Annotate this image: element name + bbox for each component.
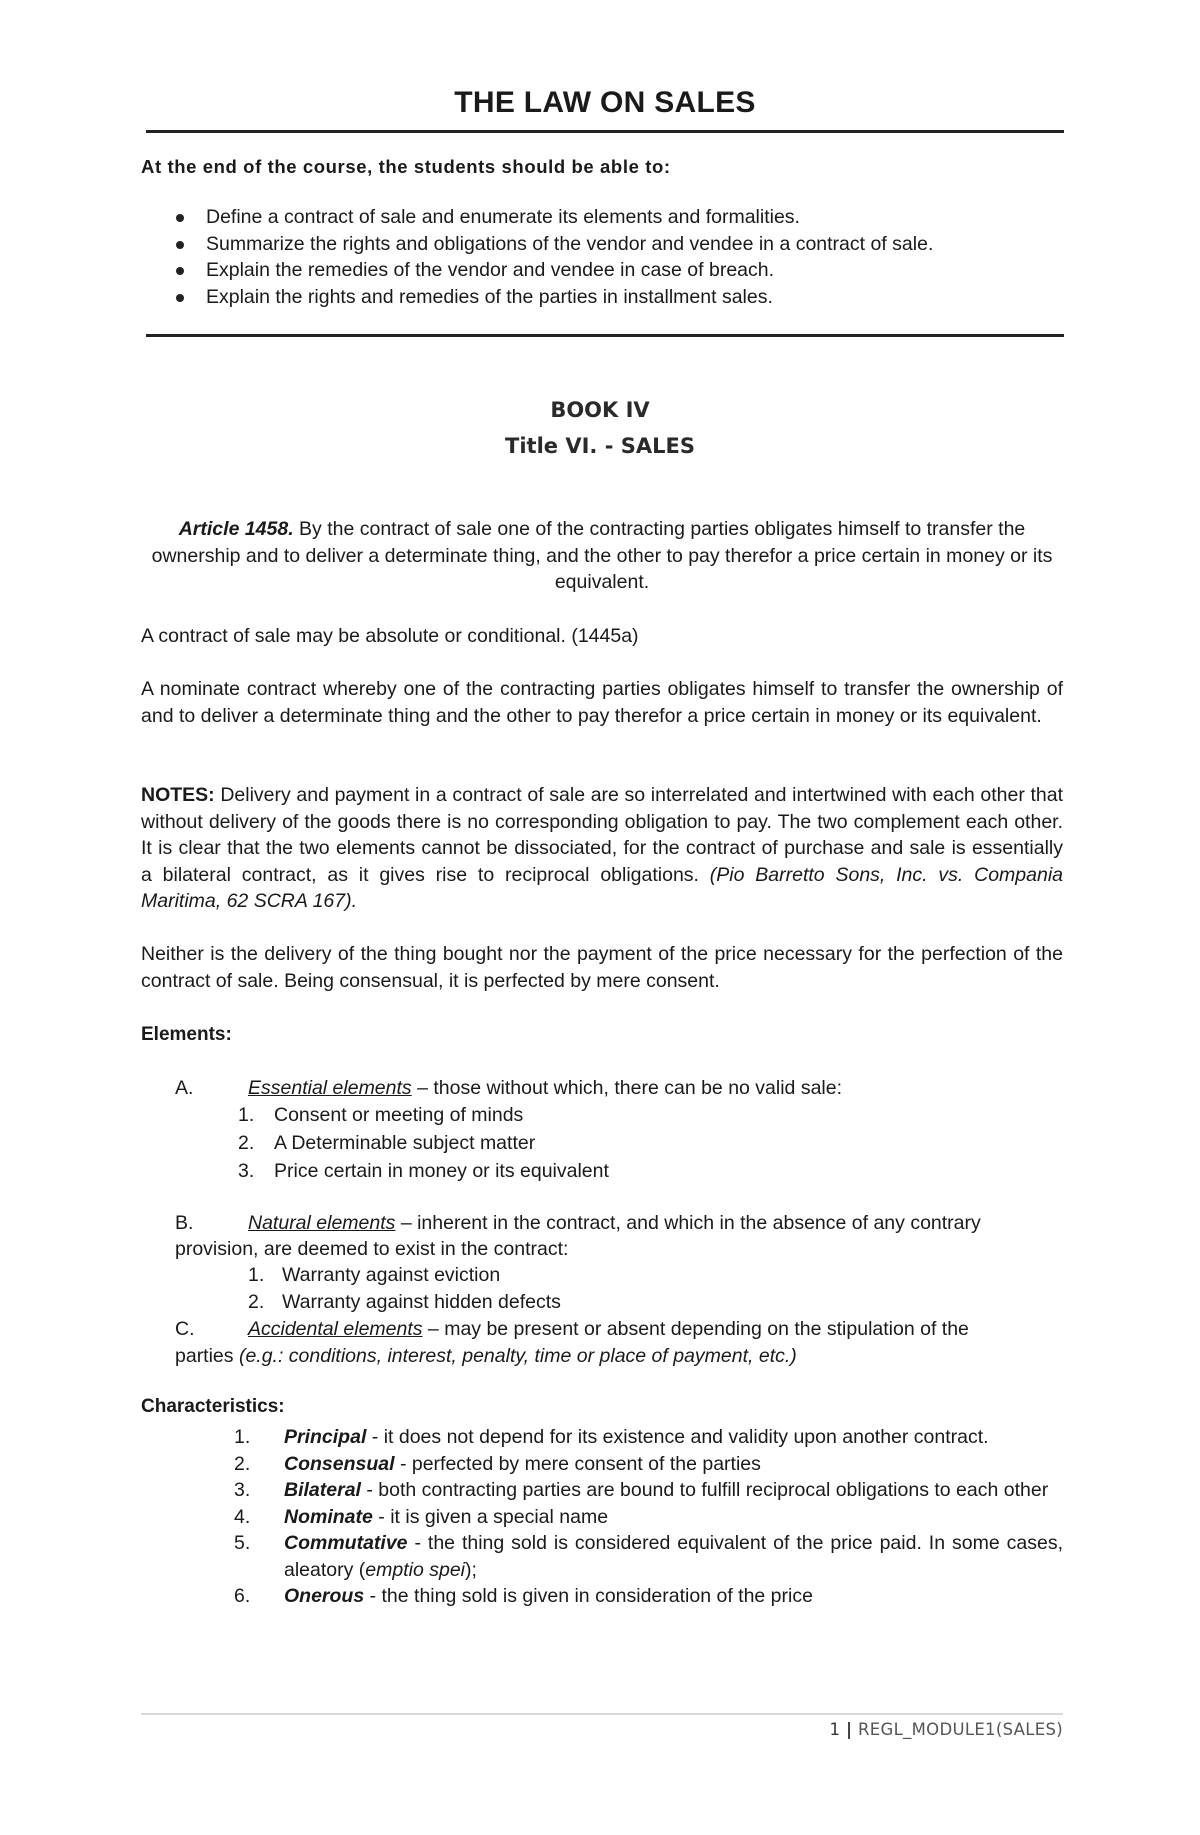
element-b: Natural elements – inherent in the contract, and which in the absence of any contrary	[248, 1212, 981, 1234]
element-c: Accidental elements – may be present or absent depending on the stipulation of the	[248, 1318, 969, 1340]
page-footer	[829, 1720, 1063, 1739]
list-item-text: A Determinable subject matter	[274, 1132, 536, 1154]
footer-separator: |	[845, 1720, 853, 1739]
bullet-icon	[176, 267, 184, 275]
article-1458: Article 1458. By the contract of sale one of the contracting parties obligates himself to transfer the ownership and to deliver a determinate thing, and the other to pay therefor a price certain in money or its equivalent.	[151, 518, 1053, 593]
page-number: 1	[829, 1720, 840, 1739]
element-c-letter: C.	[175, 1318, 195, 1340]
list-item-text: Warranty against hidden defects	[282, 1291, 561, 1313]
list-item: 1. Principal - it does not depend for its existence and validity upon another contract.	[234, 1426, 989, 1448]
objective-item: Summarize the rights and obligations of the vendor and vendee in a contract of sale.	[206, 231, 933, 258]
objectives-heading: At the end of the course, the students should be able to:	[141, 156, 671, 177]
bullet-icon	[176, 214, 184, 222]
characteristics-list	[234, 1424, 1063, 1610]
list-item: 1.	[248, 1264, 265, 1286]
paragraph-conditional: A contract of sale may be absolute or conditional. (1445a)	[141, 625, 639, 647]
list-item: 2. Consensual - perfected by mere consent of the parties	[234, 1452, 761, 1475]
paragraph-neither: Neither is the delivery of the thing bought nor the payment of the price necessary for the perfection of the contract of sale. Being consensual, it is perfected by mere consent.	[141, 943, 1063, 992]
list-item: 1.	[238, 1104, 255, 1126]
bullet-icon	[176, 241, 184, 249]
element-b-letter: B.	[175, 1212, 194, 1234]
title-rule	[146, 130, 1064, 133]
list-item: 3.	[238, 1160, 255, 1182]
element-b-continued: provision, are deemed to exist in the contract:	[175, 1238, 569, 1260]
title-heading: Title VI. - SALES	[505, 434, 695, 458]
element-a: Essential elements – those without which, there can be no valid sale:	[248, 1077, 843, 1099]
bullet-icon	[176, 294, 184, 302]
notes-paragraph: NOTES: Delivery and payment in a contract of sale are so interrelated and intertwined with each other that without delivery of the goods there is no corresponding obligation to pay. The two complement each other. It is clear that the two elements cannot be dissociated, for the contract of purchase and sale is essentially a bilateral contract, as it gives rise to reciprocal obligations. (Pio Barretto Sons, Inc. vs. Compania Maritima, 62 SCRA 167).	[141, 784, 1064, 912]
objective-item: Define a contract of sale and enumerate its elements and formalities.	[206, 204, 933, 231]
elements-heading: Elements:	[141, 1024, 232, 1045]
footer-rule	[141, 1713, 1063, 1715]
element-c-continued: parties (e.g.: conditions, interest, penalty, time or place of payment, etc.)	[175, 1345, 797, 1367]
list-item: 3. Bilateral - both contracting parties are bound to fulfill reciprocal obligations to each other	[234, 1479, 1049, 1501]
list-item: 6. Onerous - the thing sold is given in consideration of the price	[234, 1585, 813, 1607]
document-title: THE LAW ON SALES	[454, 86, 756, 119]
module-code: REGL_MODULE1(SALES)	[858, 1720, 1063, 1739]
objectives-rule	[146, 334, 1064, 337]
list-item-text: Warranty against eviction	[282, 1264, 501, 1286]
objective-item: Explain the remedies of the vendor and vendee in case of breach.	[206, 257, 933, 284]
list-item: 2.	[238, 1132, 255, 1154]
list-item-text: Consent or meeting of minds	[274, 1104, 524, 1126]
list-item: 4. Nominate - it is given a special name	[234, 1505, 609, 1528]
citation: (Pio Barretto Sons, Inc. vs. Compania Maritima, 62 SCRA 167).	[141, 863, 1064, 912]
book-heading: BOOK IV	[550, 398, 650, 422]
objectives-list	[206, 204, 933, 311]
list-item: 2.	[248, 1291, 265, 1313]
list-item: 5. Commutative - the thing sold is considered equivalent of the price paid. In some cases, aleatory (emptio spei);	[234, 1532, 1063, 1581]
paragraph-nominate: A nominate contract whereby one of the contracting parties obligates himself to transfer the ownership of and to deliver a determinate thing and the other to pay therefor a price certain in money or its equivalent.	[141, 678, 1063, 727]
objective-item: Explain the rights and remedies of the parties in installment sales.	[206, 284, 933, 311]
list-item-text: Price certain in money or its equivalent	[274, 1160, 609, 1182]
element-a-letter: A.	[175, 1077, 194, 1099]
characteristics-heading: Characteristics:	[141, 1396, 285, 1417]
